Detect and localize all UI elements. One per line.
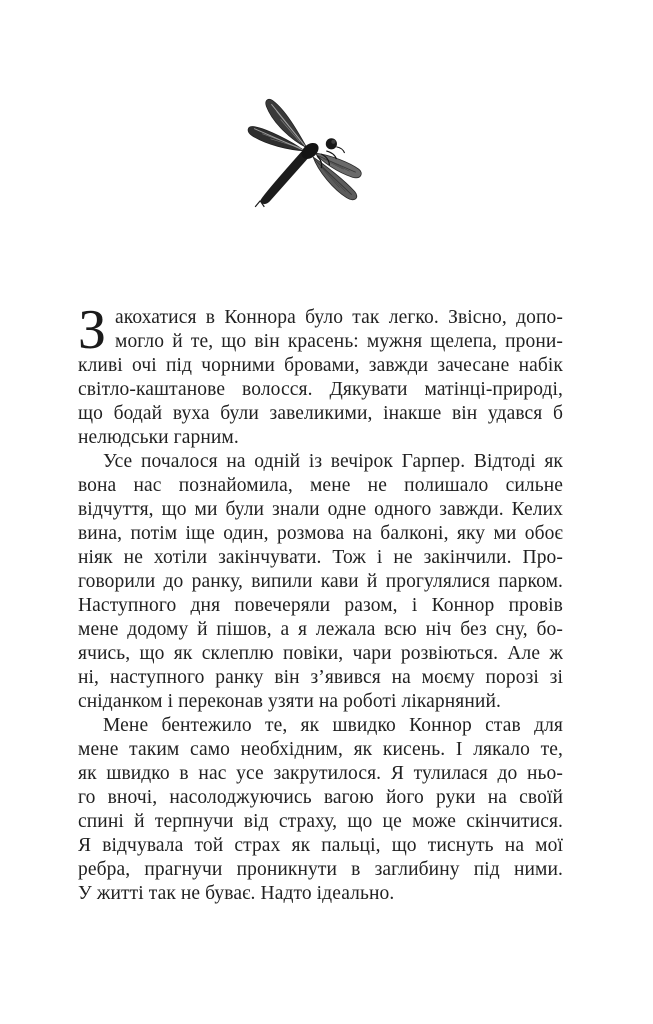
text-line: Усе почалося на одній із вечірок Гарпер. Відтоді як xyxy=(103,451,563,472)
text-line: вона нас познайомила, мене не полишало сильне xyxy=(78,475,563,496)
dragonfly-icon xyxy=(246,96,370,212)
text-line: мене таким само необхідним, як кисень. І лякало те, xyxy=(78,739,563,760)
text-line: У житті так не буває. Надто ідеально. xyxy=(78,883,395,904)
text-line: ніяк не хотіли закінчувати. Тож і не закінчили. Про- xyxy=(78,547,563,568)
text-line: ребра, прагнучи проникнути в заглибину під ними. xyxy=(78,859,563,880)
paragraph-3 xyxy=(78,714,563,906)
drop-cap: З xyxy=(78,299,107,361)
text-line: ячись, що як склеплю повіки, чари розвіються. Але ж xyxy=(78,643,563,664)
text-line: акохатися в Коннора було так легко. Звісно, допо- xyxy=(115,307,563,328)
body-text xyxy=(78,299,563,906)
text-line: Наступного дня повечеряли разом, і Коннор провів xyxy=(78,595,563,616)
dragonfly-illustration xyxy=(246,96,370,212)
text-line: що бодай вуха були завеликими, інакше він удався б xyxy=(78,403,563,424)
text-line: нелюдськи гарним. xyxy=(78,427,239,448)
text-line: спині й терпнучи від страху, що це може скінчитися. xyxy=(78,811,563,832)
text-line: Мене бентежило те, як швидко Коннор став для xyxy=(103,715,563,736)
text-line: як швидко в нас усе закрутилося. Я тулилася до ньо- xyxy=(78,763,563,784)
text-line: світло-каштанове волосся. Дякувати матінці-природі, xyxy=(78,379,563,400)
text-line: відчуття, що ми були знали одне одного завжди. Келих xyxy=(78,499,563,520)
text-line: го вночі, насолоджуючись вагою його руки на своїй xyxy=(78,787,563,808)
text-line: Я відчувала той страх як пальці, що тиснуть на мої xyxy=(78,835,563,856)
text-line: могло й те, що він красень: мужня щелепа, прони- xyxy=(115,331,563,352)
text-line: ні, наступного ранку він з’явився на моєму порозі зі xyxy=(78,667,563,688)
paragraph-2 xyxy=(78,450,563,714)
text-line: говорили до ранку, випили кави й прогулялися парком. xyxy=(78,571,563,592)
text-line: сніданком і переконав узяти на роботі лікарняний. xyxy=(78,691,501,712)
paragraph-1 xyxy=(78,299,563,450)
text-line: кливі очі під чорними бровами, завжди зачесане набік xyxy=(78,355,563,376)
text-line: вина, потім іще один, розмова на балконі, яку ми обоє xyxy=(78,523,563,544)
text-line: мене додому й пішов, а я лежала всю ніч без сну, бо- xyxy=(78,619,563,640)
